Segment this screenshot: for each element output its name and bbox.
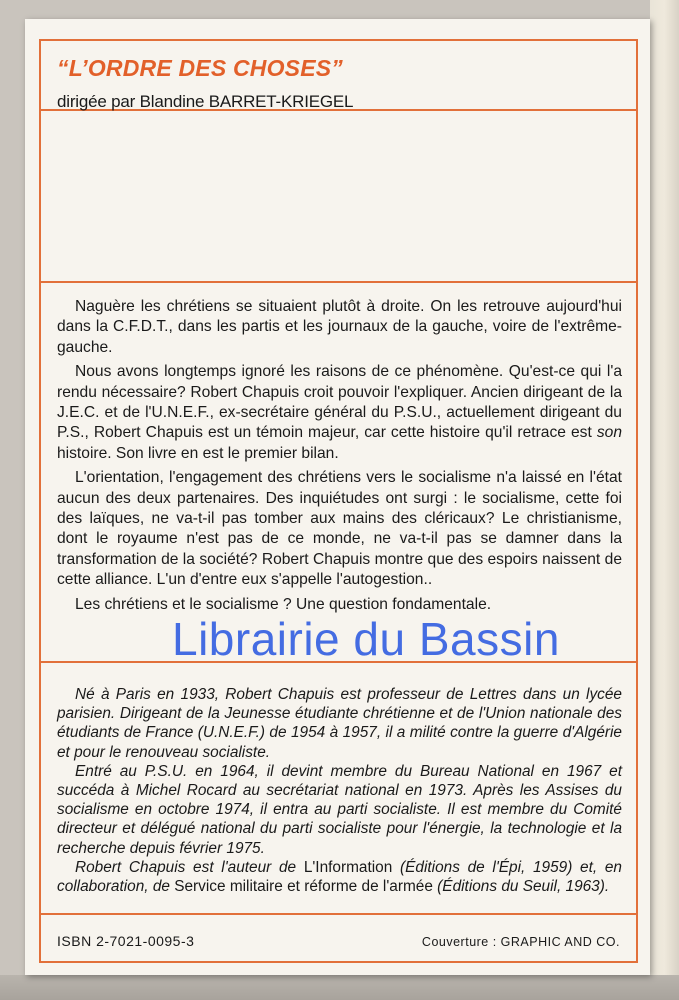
bio-text: Robert Chapuis est l'auteur de bbox=[75, 858, 304, 876]
book-title: Service militaire et réforme de l'armée bbox=[174, 878, 433, 896]
summary-paragraph: Nous avons longtemps ignoré les raisons de ce phénomène. Qu'est-ce qui l'a rendu nécessaire? Robert Chapuis croit pouvoir l'expliquer. Ancien dirigeant de la J.E.C. et de l'U.N.E.F., ex-secrétaire général du P.S.U., actuellement dirigeant du P.S., Robert Chapuis est un témoin majeur, car cette histoire qu'il retrace est son histoire. Son livre en est le premier bilan. bbox=[57, 363, 622, 462]
blank-panel-divider bbox=[41, 281, 636, 283]
bio-paragraph: Né à Paris en 1933, Robert Chapuis est professeur de Lettres dans un lycée parisien. Dirigeant de la Jeunesse étudiante chrétienne et de l'Union nationale des étudiants de France (U.N.E.F.) de 1954 à 1957, il a milité contre la guerre d'Algérie et pour le renouveau socialiste. bbox=[57, 686, 622, 761]
bio-paragraph bbox=[57, 858, 622, 896]
emphasis-word: son bbox=[596, 424, 622, 442]
footer-divider bbox=[41, 913, 636, 915]
bio-text: (Éditions de l'Épi, 1959) et, en collaboration, de bbox=[57, 858, 622, 896]
bio-paragraph: Entré au P.S.U. en 1964, il devint membre du Bureau National en 1967 et succéda à Michel Rocard au secrétariat national en 1973. Après les Assises du socialisme en octobre 1974, il entra au parti socialiste. Il est membre du Comité directeur et délégué national du parti socialiste pour l'énergie, la technologie et la recherche depuis février 1975. bbox=[57, 762, 622, 857]
author-bio bbox=[57, 685, 622, 896]
shelf-background bbox=[650, 0, 679, 1000]
series-title: “L’ORDRE DES CHOSES” bbox=[57, 55, 343, 81]
watermark: Librairie du Bassin bbox=[172, 613, 560, 665]
summary-paragraph: Les chrétiens et le socialisme ? Une question fondamentale. bbox=[75, 595, 492, 613]
isbn: ISBN 2-7021-0095-3 bbox=[57, 933, 195, 949]
summary-paragraph: L'orientation, l'engagement des chrétiens vers le socialisme n'a laissé en l'état aucun des deux partenaires. Des inquiétudes ont surgi : le socialisme, cette foi des laïques, ne va-t-il pas tomber aux mains des cléricaux? Le christianisme, dont le royaume n'est pas de ce monde, ne va-t-il pas se damner dans la transformation de la société? Robert Chapuis montre que des espoirs naissent de cette alliance. L'un d'entre eux s'appelle l'autogestion.. bbox=[57, 469, 622, 589]
series-editor: dirigée par Blandine BARRET-KRIEGEL bbox=[57, 92, 354, 111]
orange-frame bbox=[39, 39, 638, 963]
book-title: L'Information bbox=[303, 858, 393, 876]
cover-credit: Couverture : GRAPHIC AND CO. bbox=[421, 935, 620, 949]
table-surface bbox=[0, 975, 679, 1000]
summary-text bbox=[57, 297, 622, 619]
summary-paragraph: Naguère les chrétiens se situaient plutôt à droite. On les retrouve aujourd'hui dans la C.F.D.T., dans les partis et les journaux de la gauche, voire de l'extrême-gauche. bbox=[57, 298, 622, 356]
book-back-cover bbox=[25, 19, 650, 975]
bio-text: (Éditions du Seuil, 1963). bbox=[432, 878, 610, 896]
